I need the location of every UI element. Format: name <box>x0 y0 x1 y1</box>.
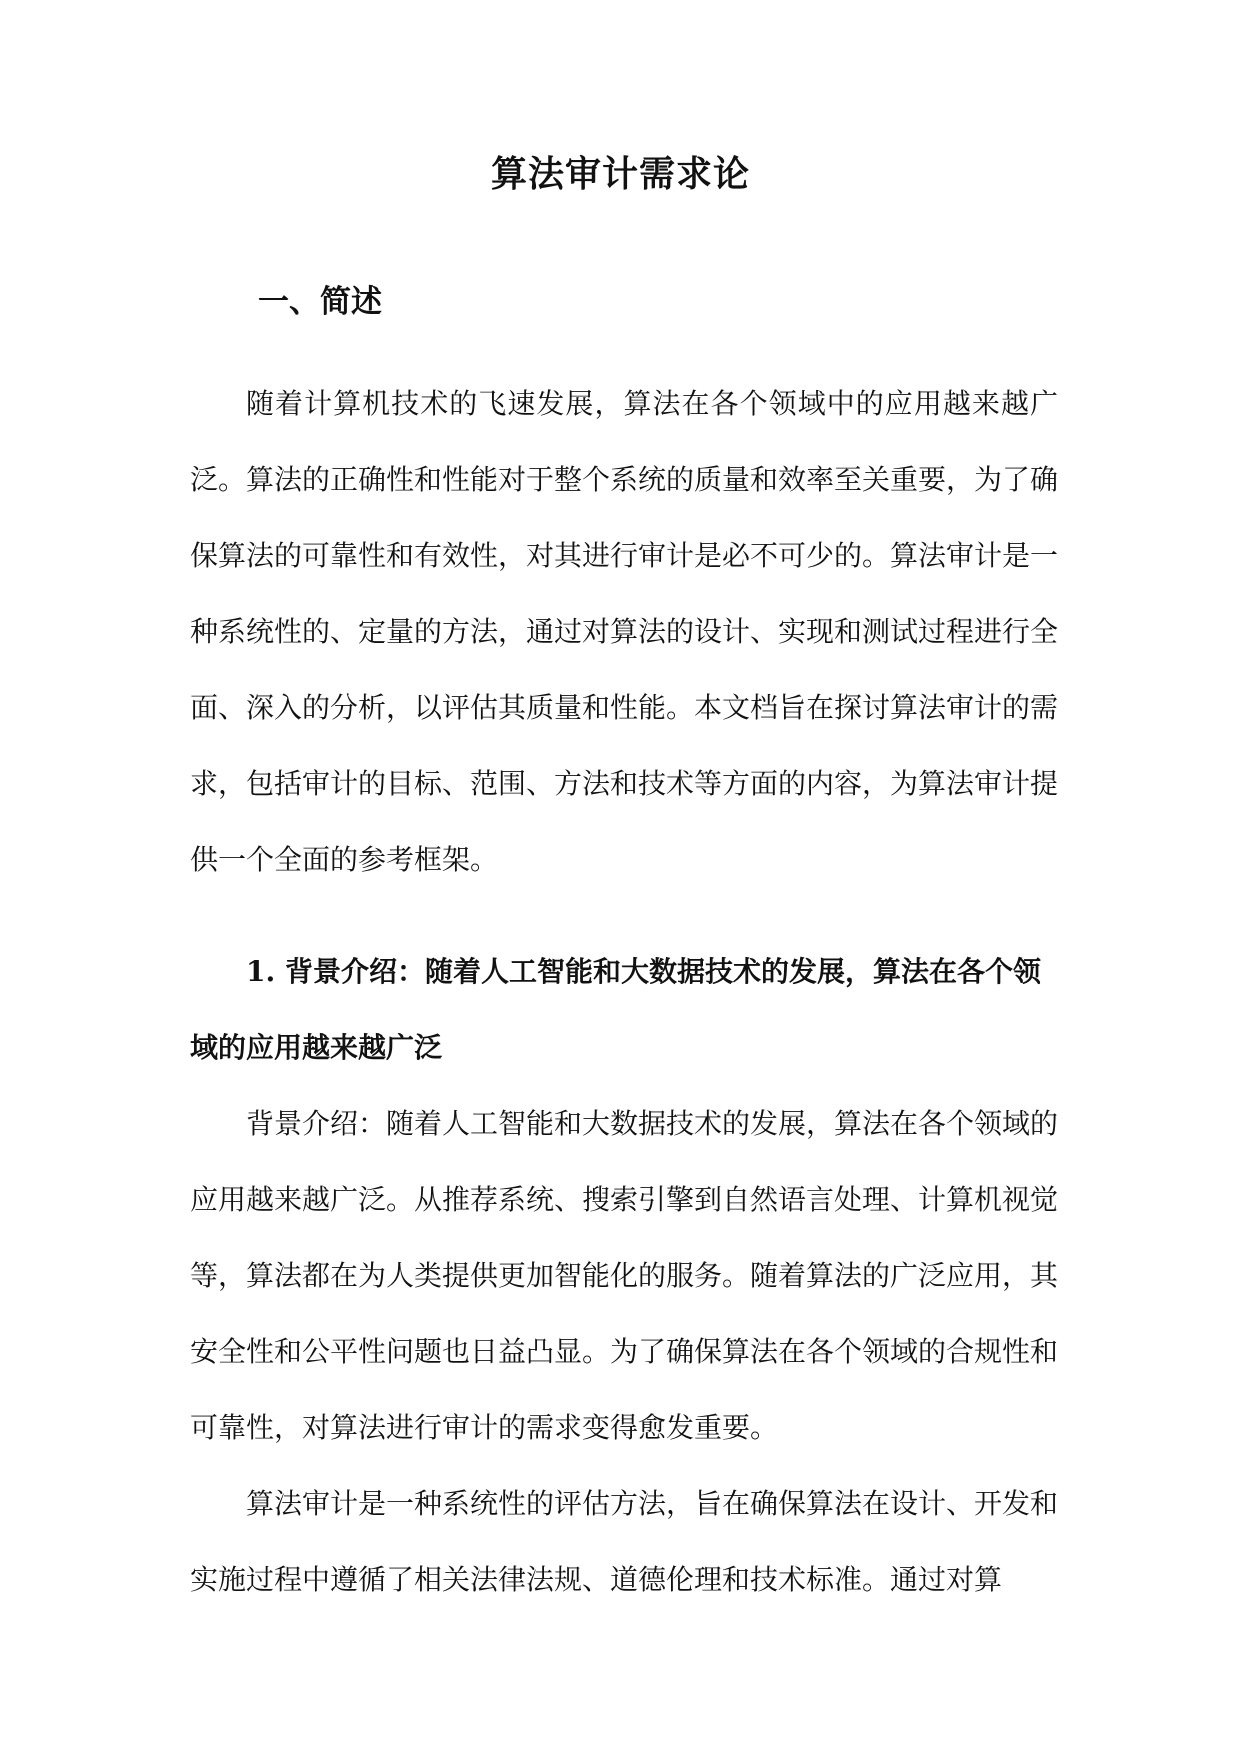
paragraph-intro: 随着计算机技术的飞速发展，算法在各个领域中的应用越来越广泛。算法的正确性和性能对于整个系统的质量和效率至关重要，为了确保算法的可靠性和有效性，对其进行审计是必不可少的。算法审计是一种系统性的、定量的方法，通过对算法的设计、实现和测试过程进行全面、深入的分析，以评估其质量和性能。本文档旨在探讨算法审计的需求，包括审计的目标、范围、方法和技术等方面的内容，为算法审计提供一个全面的参考框架。 <box>190 387 1059 876</box>
subheading-background: 1. 背景介绍：随着人工智能和大数据技术的发展，算法在各个领域的应用越来越广泛 <box>190 955 1041 1064</box>
paragraph-background: 背景介绍：随着人工智能和大数据技术的发展，算法在各个领域的应用越来越广泛。从推荐系统、搜索引擎到自然语言处理、计算机视觉等，算法都在为人类提供更加智能化的服务。随着算法的广泛应用，其安全性和公平性问题也日益凸显。为了确保算法在各个领域的合规性和可靠性，对算法进行审计的需求变得愈发重要。 <box>190 1107 1059 1444</box>
document-title: 算法审计需求论 <box>490 153 750 195</box>
paragraph-audit-definition: 算法审计是一种系统性的评估方法，旨在确保算法在设计、开发和实施过程中遵循了相关法律法规、道德伦理和技术标准。通过对算 <box>190 1487 1059 1596</box>
section-heading: 一、简述 <box>258 284 382 320</box>
